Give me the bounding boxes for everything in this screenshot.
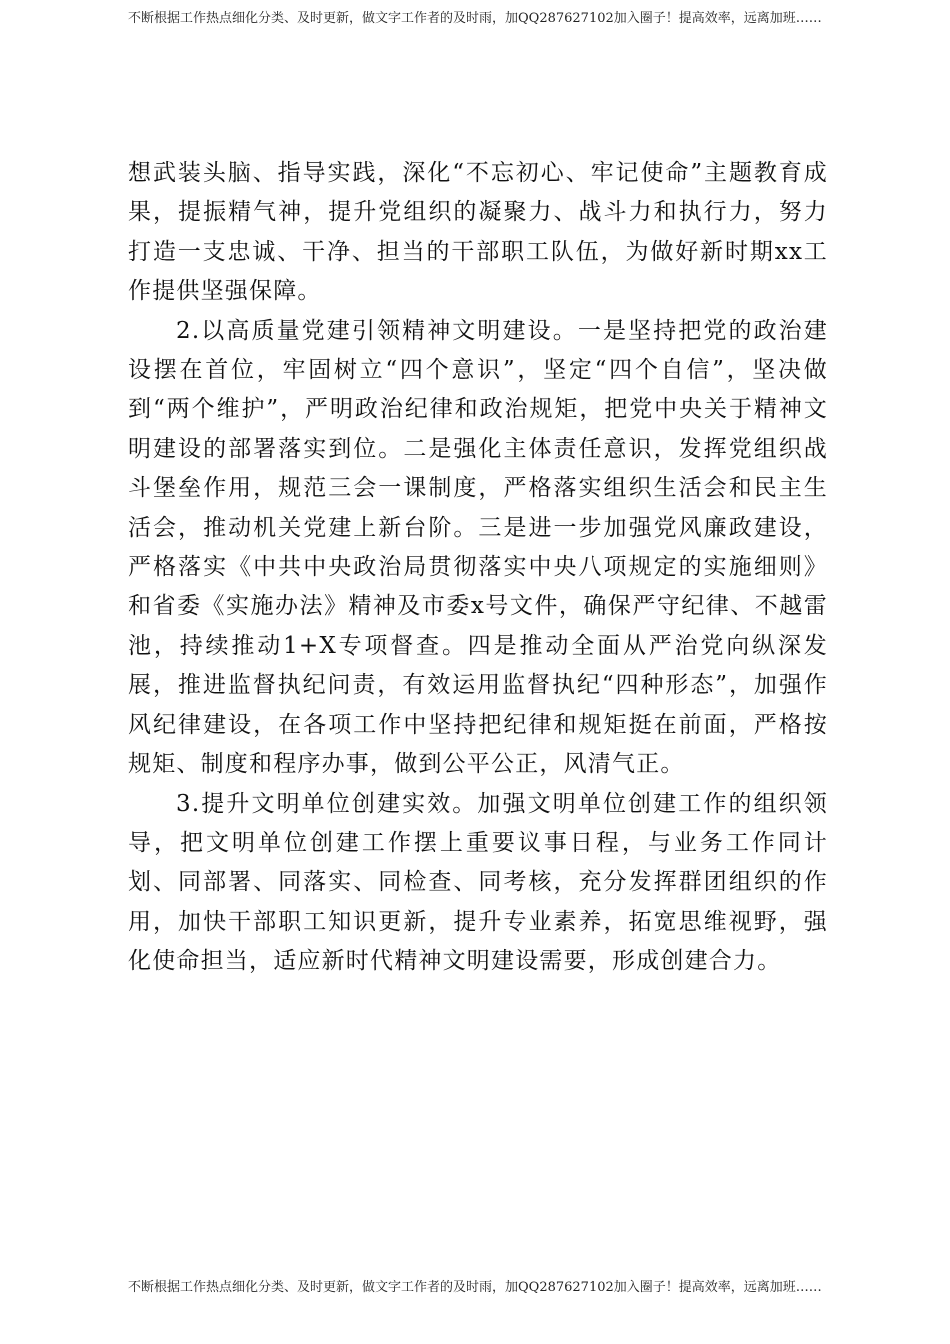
header-note: 不断根据工作热点细化分类、及时更新，做文字工作者的及时雨，加QQ287627102加入圈子！提高效率，远离加班…… <box>128 11 822 26</box>
paragraph-continuation: 想武装头脑、指导实践，深化“不忘初心、牢记使命”主题教育成果，提振精气神，提升党组织的凝聚力、战斗力和执行力，努力打造一支忠诚、干净、担当的干部职工队伍，为做好新时期xx工作提供坚强保障。 <box>128 160 828 305</box>
paragraph-item-2: 2.以高质量党建引领精神文明建设。一是坚持把党的政治建设摆在首位，牢固树立“四个意识”，坚定“四个自信”，坚决做到“两个维护”，严明政治纪律和政治规矩，把党中央关于精神文明建设的部署落实到位。二是强化主体责任意识，发挥党组织战斗堡垒作用，规范三会一课制度，严格落实组织生活会和民主生活会，推动机关党建上新台阶。三是进一步加强党风廉政建设，严格落实《中共中央政治局贯彻落实中央八项规定的实施细则》和省委《实施办法》精神及市委x号文件，确保严守纪律、不越雷池，持续推动1+X专项督查。四是推动全面从严治党向纵深发展，推进监督执纪问责，有效运用监督执纪“四种形态”，加强作风纪律建设，在各项工作中坚持把纪律和规矩挺在前面，严格按规矩、制度和程序办事，做到公平公正，风清气正。 <box>128 317 828 778</box>
document-body <box>128 154 828 982</box>
paragraph-item-3: 3.提升文明单位创建实效。加强文明单位创建工作的组织领导，把文明单位创建工作摆上重要议事日程，与业务工作同计划、同部署、同落实、同检查、同考核，充分发挥群团组织的作用，加快干部职工知识更新，提升专业素养，拓宽思维视野，强化使命担当，适应新时代精神文明建设需要，形成创建合力。 <box>128 790 828 975</box>
footer-note: 不断根据工作热点细化分类、及时更新，做文字工作者的及时雨，加QQ287627102加入圈子！提高效率，远离加班…… <box>128 1280 822 1295</box>
